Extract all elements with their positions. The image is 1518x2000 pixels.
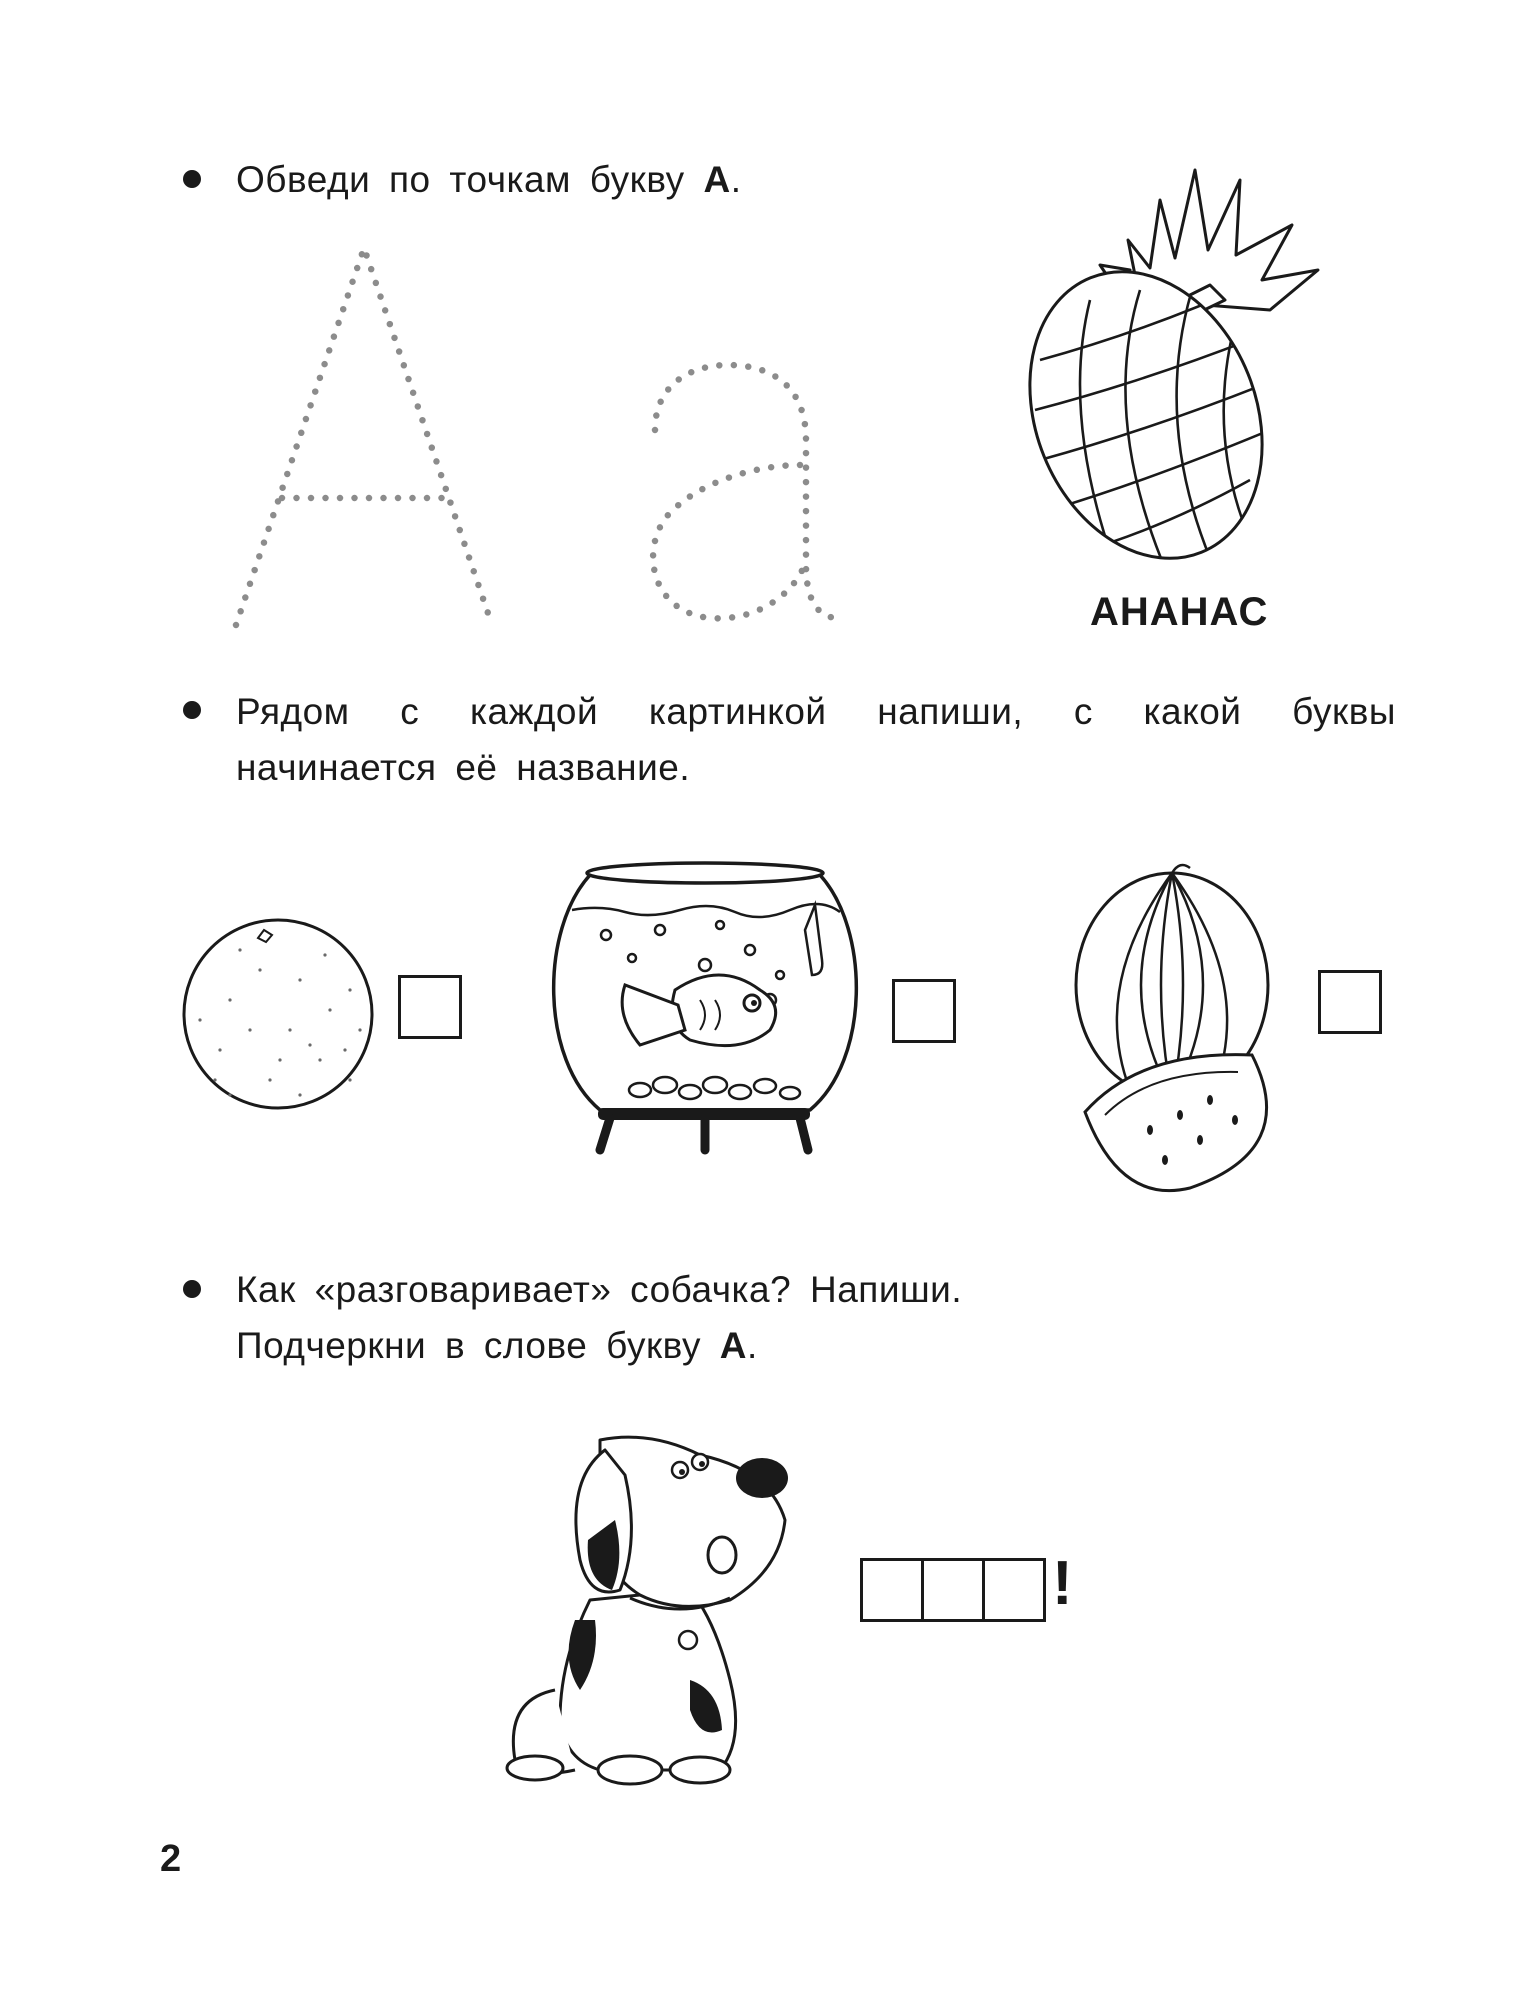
- exclamation-mark: !: [1052, 1549, 1073, 1618]
- letter-cell[interactable]: [921, 1558, 985, 1622]
- letter-cell[interactable]: [860, 1558, 924, 1622]
- task3-letter: А: [719, 1325, 747, 1366]
- task3-line2-start: Подчеркни в слове букву: [236, 1325, 720, 1366]
- task2-line1: Рядом с каждой картинкой напиши, с какой буквы: [236, 691, 1396, 732]
- letter-cell[interactable]: [982, 1558, 1046, 1622]
- task3-line2-end: .: [747, 1325, 758, 1366]
- task1-text-start: Обведи по точкам букву: [236, 159, 704, 200]
- task2-line2: начинается её название.: [236, 747, 691, 788]
- dog-word-boxes[interactable]: [860, 1558, 1043, 1622]
- page-number: 2: [160, 1838, 182, 1880]
- task3-line1: Как «разговаривает» собачка? Напиши.: [236, 1269, 963, 1310]
- task1-text-end: .: [730, 159, 742, 200]
- task1-letter: А: [703, 159, 731, 200]
- pineapple-caption: АНАНАС: [1090, 590, 1269, 634]
